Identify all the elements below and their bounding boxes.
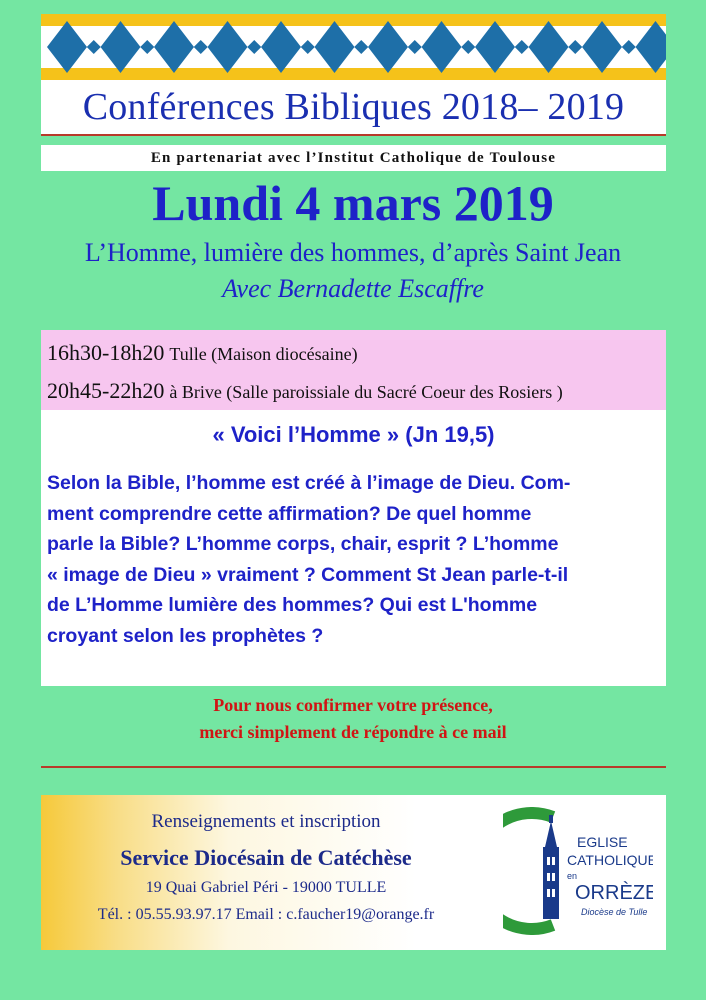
event-subtitle: L’Homme, lumière des hommes, d’après Saint Jean: [84, 238, 622, 267]
description-line: de L’Homme lumière des hommes? Qui est L'homme: [47, 594, 538, 616]
description-text: [47, 468, 659, 651]
schedule-slot-brive: [47, 378, 563, 404]
divider: [41, 766, 666, 768]
description-line: croyant selon les prophètes ?: [47, 624, 324, 647]
logo-text: CATHOLIQUE: [567, 852, 653, 868]
slot-time: 16h30-18h20: [47, 340, 165, 365]
slot-time: 20h45-22h20: [47, 378, 165, 403]
footer-heading: Renseignements et inscription: [151, 811, 381, 832]
description-line: Selon la Bible, l’homme est créé à l’image de Dieu. Com-: [47, 472, 571, 494]
logo-text: EGLISE: [577, 834, 628, 850]
schedule-slot-tulle: [47, 340, 358, 366]
description-line: ment comprendre cette affirmation? De quel homme: [47, 502, 532, 525]
footer-organization: Service Diocésain de Catéchèse: [120, 845, 412, 870]
diocese-logo: [503, 807, 653, 935]
description-line: « image de Dieu » vraiment ? Comment St Jean parle-t-il: [47, 563, 569, 586]
footer-contact: Tél. : 05.55.93.97.17 Email : c.faucher19@orange.fr: [97, 906, 435, 923]
page-title: Conférences Bibliques 2018– 2019: [82, 86, 625, 128]
event-speaker: Avec Bernadette Escaffre: [222, 274, 484, 303]
description-line: parle la Bible? L’homme corps, chair, esprit ? L’homme: [47, 533, 559, 555]
partnership-line: En partenariat avec l’Institut Catholique de Toulouse: [41, 145, 666, 171]
slot-place: à Brive (Salle paroissiale du Sacré Coeur des Rosiers ): [169, 382, 563, 402]
rsvp-notice: [0, 692, 706, 746]
event-date: Lundi 4 mars 2019: [152, 175, 554, 231]
rsvp-line: merci simplement de répondre à ce mail: [199, 722, 507, 742]
verse-heading: « Voici l’Homme » (Jn 19,5): [212, 422, 495, 447]
footer-box: [41, 795, 666, 950]
slot-place: Tulle (Maison diocésaine): [169, 344, 358, 364]
logo-text: en: [567, 871, 578, 881]
content-panel: [41, 410, 666, 686]
logo-text: ORRÈZE: [575, 882, 653, 904]
church-tower-icon: [543, 815, 559, 919]
rsvp-line: Pour nous confirmer votre présence,: [213, 695, 493, 715]
schedule-box: [41, 330, 666, 410]
logo-text: Diocèse de Tulle: [581, 907, 648, 917]
footer-address: 19 Quai Gabriel Péri - 19000 TULLE: [145, 879, 387, 896]
decorative-banner: [41, 14, 666, 80]
title-box: [41, 80, 666, 136]
